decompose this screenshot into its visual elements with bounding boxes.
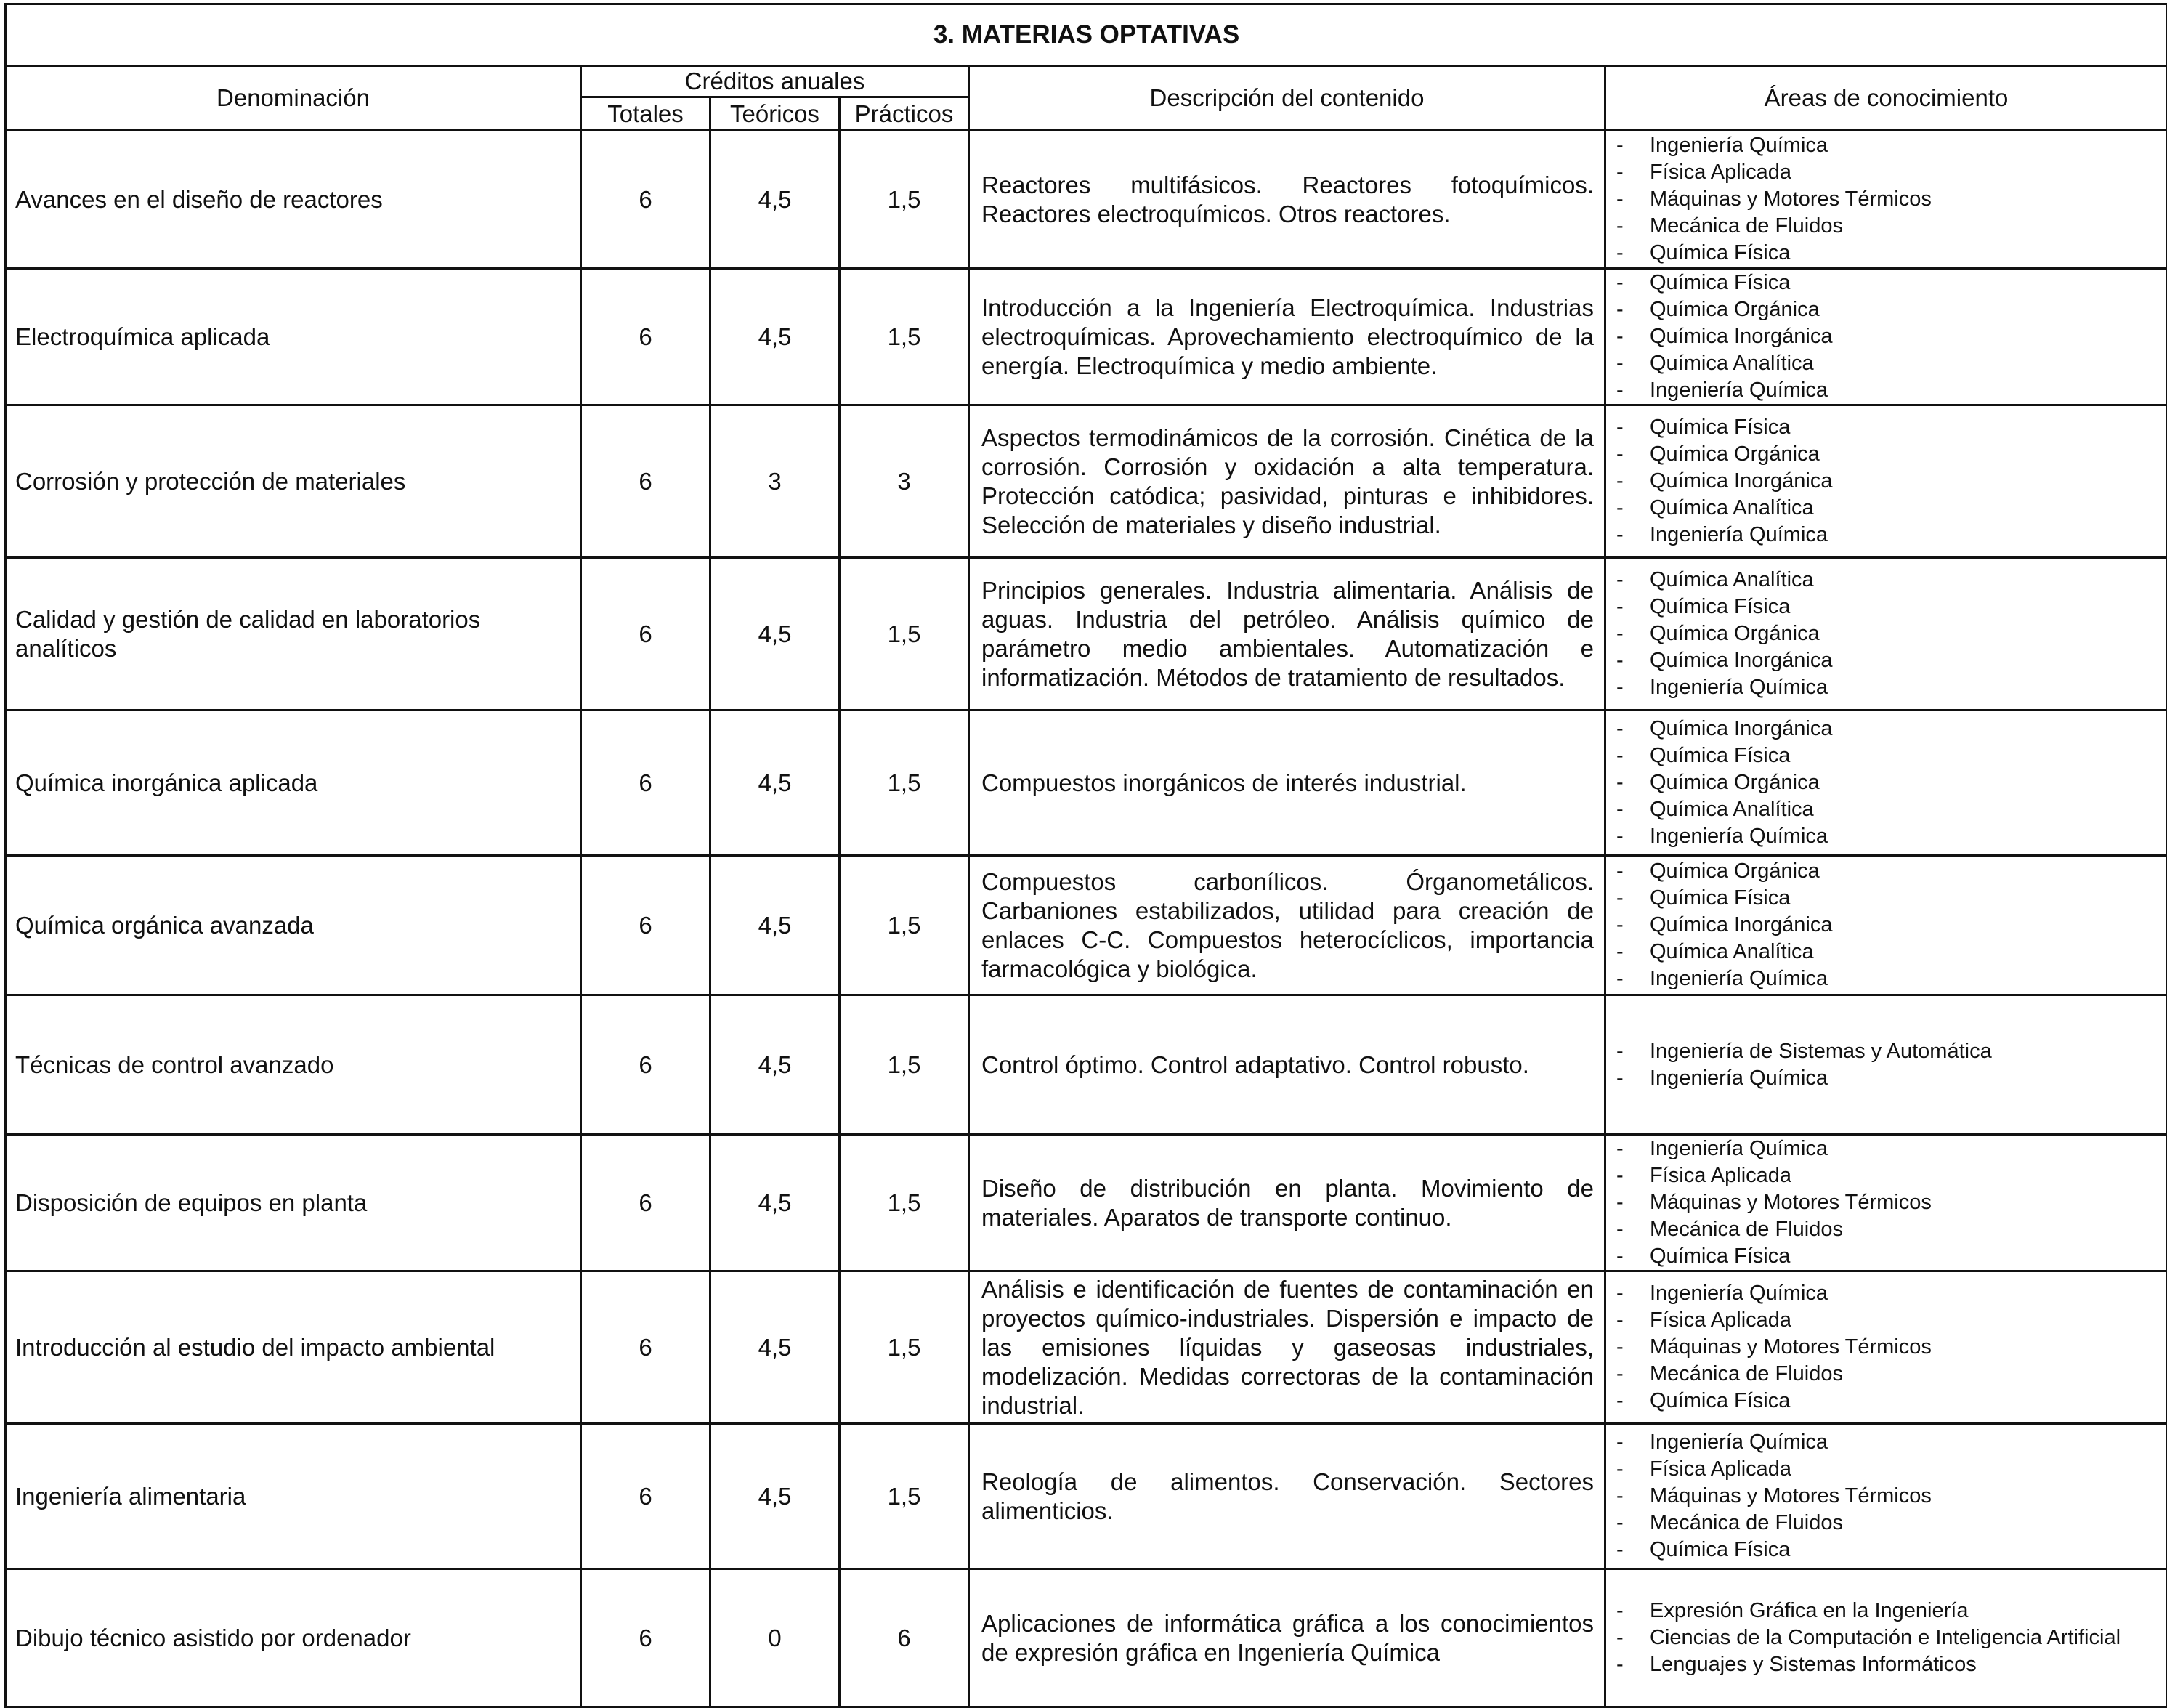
table-row <box>6 1569 2167 1707</box>
knowledge-area-item: - Ingeniería de Sistemas y Automática <box>1615 1038 2160 1065</box>
knowledge-area-item: - Química Analítica <box>1615 350 2160 377</box>
knowledge-area-list <box>1615 1038 2160 1092</box>
credits-teoricos: 4,5 <box>710 558 840 711</box>
credits-teoricos: 0 <box>710 1569 840 1707</box>
credits-totales: 6 <box>581 1271 710 1424</box>
knowledge-area-item: - Química Analítica <box>1615 567 2160 594</box>
knowledge-area-item: - Física Aplicada <box>1615 1456 2160 1483</box>
credits-totales: 6 <box>581 856 710 995</box>
knowledge-area-item: - Química Física <box>1615 1388 2160 1414</box>
knowledge-area-item: - Química Orgánica <box>1615 620 2160 647</box>
knowledge-area-item: - Ingeniería Química <box>1615 132 2160 159</box>
content-description: Compuestos carbonílicos. Órganometálicos. Carbaniones estabilizados, utilidad para creación de enlaces C-C. Compuestos heterocíclicos, importancia farmacológica y biológica. <box>969 856 1605 995</box>
knowledge-area-item: - Ingeniería Química <box>1615 966 2160 992</box>
knowledge-area-item: - Ciencias de la Computación e Inteligencia Artificial <box>1615 1624 2160 1651</box>
content-description: Reactores multifásicos. Reactores fotoquímicos. Reactores electroquímicos. Otros reactores. <box>969 131 1605 269</box>
credits-teoricos: 4,5 <box>710 995 840 1135</box>
knowledge-areas <box>1605 558 2167 711</box>
credits-practicos: 1,5 <box>840 131 969 269</box>
knowledge-area-item: - Ingeniería Química <box>1615 823 2160 850</box>
credits-totales: 6 <box>581 1135 710 1271</box>
credits-practicos: 1,5 <box>840 1135 969 1271</box>
subject-name: Ingeniería alimentaria <box>6 1424 581 1569</box>
knowledge-area-item: - Expresión Gráfica en la Ingeniería <box>1615 1598 2160 1624</box>
knowledge-areas <box>1605 131 2167 269</box>
table-row <box>6 1271 2167 1424</box>
credits-teoricos: 4,5 <box>710 1135 840 1271</box>
content-description: Análisis e identificación de fuentes de contaminación en proyectos químico-industriales. Dispersión e impacto de las emisiones líquidas y gaseosas industriales, modelización. Medidas correctoras de la contaminación industrial. <box>969 1271 1605 1424</box>
table-row <box>6 1424 2167 1569</box>
subject-name: Corrosión y protección de materiales <box>6 405 581 558</box>
knowledge-area-item: - Ingeniería Química <box>1615 674 2160 701</box>
knowledge-areas <box>1605 711 2167 856</box>
knowledge-areas <box>1605 1271 2167 1424</box>
knowledge-area-item: - Química Física <box>1615 1243 2160 1270</box>
knowledge-area-list <box>1615 858 2160 992</box>
knowledge-areas <box>1605 405 2167 558</box>
header-denominacion: Denominación <box>6 66 581 131</box>
subject-name: Técnicas de control avanzado <box>6 995 581 1135</box>
credits-totales: 6 <box>581 405 710 558</box>
knowledge-area-item: - Química Inorgánica <box>1615 323 2160 350</box>
knowledge-area-list <box>1615 1429 2160 1563</box>
knowledge-areas <box>1605 269 2167 405</box>
table-row <box>6 405 2167 558</box>
content-description: Compuestos inorgánicos de interés industrial. <box>969 711 1605 856</box>
table-row <box>6 711 2167 856</box>
content-description: Principios generales. Industria alimentaria. Análisis de aguas. Industria del petróleo. Análisis químico de parámetro medio ambientales. Automatización e informatización. Métodos de tratamiento de resultados. <box>969 558 1605 711</box>
subject-name: Dibujo técnico asistido por ordenador <box>6 1569 581 1707</box>
credits-totales: 6 <box>581 269 710 405</box>
table-body <box>6 131 2167 1707</box>
credits-teoricos: 3 <box>710 405 840 558</box>
knowledge-area-item: - Química Inorgánica <box>1615 716 2160 742</box>
knowledge-area-item: - Mecánica de Fluidos <box>1615 213 2160 240</box>
subject-name: Química inorgánica aplicada <box>6 711 581 856</box>
subject-name: Disposición de equipos en planta <box>6 1135 581 1271</box>
content-description: Diseño de distribución en planta. Movimiento de materiales. Aparatos de transporte continuo. <box>969 1135 1605 1271</box>
knowledge-area-list <box>1615 1598 2160 1678</box>
header-descripcion: Descripción del contenido <box>969 66 1605 131</box>
knowledge-area-list <box>1615 270 2160 404</box>
knowledge-area-list <box>1615 1136 2160 1270</box>
knowledge-area-item: - Ingeniería Química <box>1615 1429 2160 1456</box>
subject-name: Calidad y gestión de calidad en laboratorios analíticos <box>6 558 581 711</box>
credits-practicos: 1,5 <box>840 269 969 405</box>
credits-practicos: 6 <box>840 1569 969 1707</box>
knowledge-area-item: - Química Analítica <box>1615 939 2160 966</box>
credits-teoricos: 4,5 <box>710 711 840 856</box>
knowledge-area-item: - Ingeniería Química <box>1615 522 2160 549</box>
table-row <box>6 131 2167 269</box>
credits-practicos: 1,5 <box>840 1271 969 1424</box>
knowledge-area-item: - Máquinas y Motores Térmicos <box>1615 1189 2160 1216</box>
content-description: Aplicaciones de informática gráfica a los conocimientos de expresión gráfica en Ingeniería Química <box>969 1569 1605 1707</box>
knowledge-area-item: - Máquinas y Motores Térmicos <box>1615 186 2160 213</box>
credits-teoricos: 4,5 <box>710 269 840 405</box>
table-row <box>6 856 2167 995</box>
knowledge-area-item: - Ingeniería Química <box>1615 1136 2160 1162</box>
credits-totales: 6 <box>581 131 710 269</box>
credits-totales: 6 <box>581 1424 710 1569</box>
knowledge-area-list <box>1615 414 2160 549</box>
content-description: Reología de alimentos. Conservación. Sectores alimenticios. <box>969 1424 1605 1569</box>
knowledge-areas <box>1605 1569 2167 1707</box>
knowledge-area-item: - Química Física <box>1615 240 2160 267</box>
knowledge-area-list <box>1615 132 2160 267</box>
credits-practicos: 1,5 <box>840 995 969 1135</box>
knowledge-area-item: - Química Analítica <box>1615 796 2160 823</box>
knowledge-areas <box>1605 995 2167 1135</box>
knowledge-area-item: - Lenguajes y Sistemas Informáticos <box>1615 1651 2160 1678</box>
header-teoricos: Teóricos <box>710 97 840 131</box>
header-practicos: Prácticos <box>840 97 969 131</box>
credits-teoricos: 4,5 <box>710 131 840 269</box>
knowledge-area-item: - Física Aplicada <box>1615 1162 2160 1189</box>
knowledge-area-list <box>1615 567 2160 701</box>
subject-name: Electroquímica aplicada <box>6 269 581 405</box>
knowledge-area-item: - Química Inorgánica <box>1615 647 2160 674</box>
knowledge-area-item: - Máquinas y Motores Térmicos <box>1615 1334 2160 1361</box>
knowledge-area-item: - Química Analítica <box>1615 495 2160 522</box>
materias-optativas-table <box>4 3 2167 1708</box>
table-row <box>6 1135 2167 1271</box>
credits-totales: 6 <box>581 711 710 856</box>
subject-name: Química orgánica avanzada <box>6 856 581 995</box>
knowledge-area-item: - Mecánica de Fluidos <box>1615 1216 2160 1243</box>
table-row <box>6 558 2167 711</box>
subject-name: Avances en el diseño de reactores <box>6 131 581 269</box>
knowledge-area-item: - Física Aplicada <box>1615 159 2160 186</box>
knowledge-area-item: - Ingeniería Química <box>1615 377 2160 404</box>
knowledge-area-item: - Química Física <box>1615 742 2160 769</box>
knowledge-area-item: - Química Física <box>1615 414 2160 441</box>
credits-teoricos: 4,5 <box>710 1424 840 1569</box>
knowledge-area-item: - Química Orgánica <box>1615 858 2160 885</box>
credits-practicos: 1,5 <box>840 856 969 995</box>
knowledge-areas <box>1605 856 2167 995</box>
credits-totales: 6 <box>581 558 710 711</box>
content-description: Control óptimo. Control adaptativo. Control robusto. <box>969 995 1605 1135</box>
knowledge-areas <box>1605 1424 2167 1569</box>
credits-totales: 6 <box>581 995 710 1135</box>
knowledge-area-item: - Química Inorgánica <box>1615 912 2160 939</box>
knowledge-area-item: - Ingeniería Química <box>1615 1065 2160 1092</box>
knowledge-area-item: - Máquinas y Motores Térmicos <box>1615 1483 2160 1510</box>
knowledge-area-list <box>1615 716 2160 850</box>
knowledge-area-item: - Mecánica de Fluidos <box>1615 1361 2160 1388</box>
header-totales: Totales <box>581 97 710 131</box>
knowledge-area-item: - Ingeniería Química <box>1615 1280 2160 1307</box>
credits-practicos: 1,5 <box>840 558 969 711</box>
knowledge-area-list <box>1615 1280 2160 1414</box>
credits-practicos: 1,5 <box>840 1424 969 1569</box>
knowledge-area-item: - Química Orgánica <box>1615 769 2160 796</box>
header-areas: Áreas de conocimiento <box>1605 66 2167 131</box>
content-description: Aspectos termodinámicos de la corrosión. Cinética de la corrosión. Corrosión y oxidación a alta temperatura. Protección catódica; pasividad, pinturas e inhibidores. Selección de materiales y diseño industrial. <box>969 405 1605 558</box>
knowledge-area-item: - Química Física <box>1615 594 2160 620</box>
credits-practicos: 3 <box>840 405 969 558</box>
knowledge-area-item: - Mecánica de Fluidos <box>1615 1510 2160 1537</box>
knowledge-area-item: - Química Física <box>1615 270 2160 296</box>
knowledge-area-item: - Química Física <box>1615 885 2160 912</box>
knowledge-area-item: - Química Física <box>1615 1537 2160 1563</box>
table-title: 3. MATERIAS OPTATIVAS <box>6 4 2167 66</box>
content-description: Introducción a la Ingeniería Electroquímica. Industrias electroquímicas. Aprovechamiento electroquímico de la energía. Electroquímica y medio ambiente. <box>969 269 1605 405</box>
header-creditos-anuales: Créditos anuales <box>581 66 969 97</box>
knowledge-area-item: - Física Aplicada <box>1615 1307 2160 1334</box>
knowledge-areas <box>1605 1135 2167 1271</box>
knowledge-area-item: - Química Orgánica <box>1615 441 2160 468</box>
table-row <box>6 269 2167 405</box>
knowledge-area-item: - Química Inorgánica <box>1615 468 2160 495</box>
credits-teoricos: 4,5 <box>710 1271 840 1424</box>
credits-totales: 6 <box>581 1569 710 1707</box>
table-row <box>6 995 2167 1135</box>
credits-practicos: 1,5 <box>840 711 969 856</box>
subject-name: Introducción al estudio del impacto ambiental <box>6 1271 581 1424</box>
credits-teoricos: 4,5 <box>710 856 840 995</box>
knowledge-area-item: - Química Orgánica <box>1615 296 2160 323</box>
